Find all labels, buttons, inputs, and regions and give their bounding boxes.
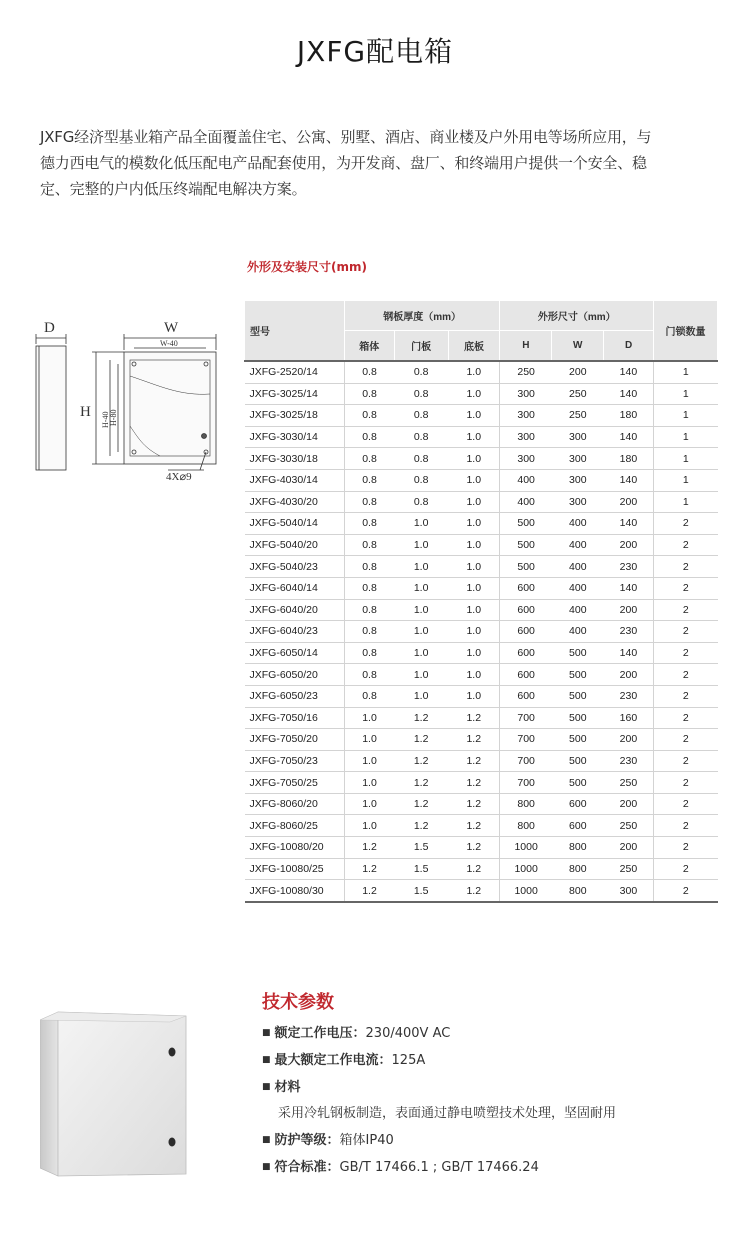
table-cell: 1.2: [448, 880, 500, 902]
header-w: W: [552, 331, 604, 362]
table-cell: 300: [500, 383, 552, 405]
table-cell: JXFG-5040/20: [245, 534, 345, 556]
table-cell: 0.8: [344, 469, 394, 491]
page-title: JXFG配电箱: [296, 35, 454, 68]
bullet-square-icon: ■: [262, 1082, 271, 1092]
table-cell: 2: [654, 642, 718, 664]
table-cell: JXFG-6040/20: [245, 599, 345, 621]
table-cell: 300: [552, 491, 604, 513]
table-cell: JXFG-6040/14: [245, 577, 345, 599]
table-cell: 300: [604, 880, 654, 902]
table-cell: 1.5: [394, 880, 448, 902]
spec-protection: ■ 防护等级：箱体IP40: [262, 1133, 394, 1148]
table-cell: 1.0: [448, 426, 500, 448]
table-cell: 1.0: [344, 815, 394, 837]
table-row: [245, 534, 718, 556]
dimensions-section-title: 外形及安装尺寸(mm): [247, 260, 367, 274]
table-cell: 1.0: [394, 664, 448, 686]
table-cell: JXFG-10080/20: [245, 837, 345, 859]
table-cell: JXFG-3030/14: [245, 426, 345, 448]
table-cell: 1.2: [448, 729, 500, 751]
table-cell: 300: [500, 448, 552, 470]
table-cell: 1.0: [448, 448, 500, 470]
table-cell: 2: [654, 685, 718, 707]
table-row: [245, 729, 718, 751]
table-cell: 400: [500, 491, 552, 513]
label-holes: 4X⌀9: [166, 471, 192, 483]
table-cell: 2: [654, 556, 718, 578]
table-cell: 230: [604, 556, 654, 578]
table-cell: 1.0: [448, 534, 500, 556]
product-image: [40, 1010, 190, 1180]
table-cell: JXFG-10080/25: [245, 858, 345, 880]
table-cell: 0.8: [344, 405, 394, 427]
table-cell: JXFG-5040/14: [245, 513, 345, 535]
table-cell: 0.8: [344, 426, 394, 448]
table-cell: 250: [500, 361, 552, 383]
table-row: [245, 426, 718, 448]
table-cell: 1: [654, 361, 718, 383]
table-cell: 200: [552, 361, 604, 383]
table-cell: 1.2: [448, 815, 500, 837]
table-cell: 200: [604, 664, 654, 686]
table-cell: JXFG-7050/23: [245, 750, 345, 772]
table-cell: JXFG-6050/20: [245, 664, 345, 686]
header-door: 门板: [394, 331, 448, 362]
table-cell: 1.2: [448, 707, 500, 729]
table-cell: JXFG-3025/14: [245, 383, 345, 405]
table-cell: 1.0: [448, 513, 500, 535]
table-cell: 600: [500, 664, 552, 686]
table-cell: 1.2: [448, 858, 500, 880]
table-cell: 1.0: [394, 534, 448, 556]
table-cell: 200: [604, 534, 654, 556]
table-cell: 1.2: [394, 750, 448, 772]
table-cell: 800: [552, 880, 604, 902]
table-cell: 600: [500, 621, 552, 643]
table-cell: 500: [552, 664, 604, 686]
table-cell: 400: [500, 469, 552, 491]
table-cell: 0.8: [344, 685, 394, 707]
table-cell: 1.0: [394, 621, 448, 643]
dimensions-table-body: [245, 361, 718, 902]
table-row: [245, 772, 718, 794]
table-row: [245, 491, 718, 513]
table-cell: JXFG-3030/18: [245, 448, 345, 470]
table-cell: 500: [552, 772, 604, 794]
table-cell: 2: [654, 621, 718, 643]
table-cell: 230: [604, 685, 654, 707]
table-cell: 1.2: [344, 837, 394, 859]
table-cell: 1.0: [448, 556, 500, 578]
table-cell: 2: [654, 577, 718, 599]
table-cell: JXFG-10080/30: [245, 880, 345, 902]
table-cell: 1.0: [448, 577, 500, 599]
table-cell: 1.2: [448, 750, 500, 772]
table-cell: 230: [604, 621, 654, 643]
table-cell: 600: [500, 577, 552, 599]
table-cell: JXFG-4030/20: [245, 491, 345, 513]
table-cell: 0.8: [344, 642, 394, 664]
spec-rated-voltage: ■ 额定工作电压：230/400V AC: [262, 1026, 451, 1041]
table-cell: 1.0: [344, 793, 394, 815]
table-cell: 0.8: [394, 491, 448, 513]
table-cell: 800: [552, 837, 604, 859]
intro-line: 德力西电气的模数化低压配电产品配套使用，为开发商、盘厂、和终端用户提供一个安全、稳: [40, 154, 647, 172]
table-cell: JXFG-8060/25: [245, 815, 345, 837]
table-cell: 500: [552, 707, 604, 729]
table-cell: 600: [500, 599, 552, 621]
table-cell: 400: [552, 577, 604, 599]
table-cell: 0.8: [394, 426, 448, 448]
table-cell: 1.2: [448, 793, 500, 815]
table-row: [245, 448, 718, 470]
intro-line: 定、完整的户内低压终端配电解决方案。: [40, 180, 307, 198]
table-cell: 1.0: [448, 361, 500, 383]
table-cell: 0.8: [344, 361, 394, 383]
table-cell: 250: [604, 815, 654, 837]
table-row: [245, 513, 718, 535]
table-cell: 500: [500, 556, 552, 578]
table-cell: 400: [552, 556, 604, 578]
table-row: [245, 405, 718, 427]
label-h-minus80: H-80: [109, 409, 118, 426]
table-cell: 1.0: [394, 577, 448, 599]
table-cell: 1.0: [344, 772, 394, 794]
door-lock-icon: [169, 1138, 176, 1147]
bullet-square-icon: ■: [262, 1162, 271, 1172]
table-cell: 400: [552, 513, 604, 535]
table-row: [245, 858, 718, 880]
table-cell: 1.2: [394, 707, 448, 729]
table-cell: JXFG-4030/14: [245, 469, 345, 491]
table-cell: JXFG-6050/14: [245, 642, 345, 664]
header-steel-thickness: 钢板厚度（mm）: [344, 301, 500, 331]
table-cell: 180: [604, 448, 654, 470]
table-cell: 2: [654, 858, 718, 880]
table-cell: 200: [604, 793, 654, 815]
table-cell: 0.8: [344, 534, 394, 556]
table-cell: JXFG-5040/23: [245, 556, 345, 578]
table-cell: 0.8: [344, 621, 394, 643]
table-cell: JXFG-6040/23: [245, 621, 345, 643]
table-row: [245, 793, 718, 815]
table-cell: 1: [654, 383, 718, 405]
table-cell: 1.2: [394, 772, 448, 794]
table-cell: 2: [654, 707, 718, 729]
door-lock-icon: [169, 1048, 176, 1057]
table-cell: 500: [552, 642, 604, 664]
table-cell: 1: [654, 426, 718, 448]
table-cell: 200: [604, 599, 654, 621]
bullet-square-icon: ■: [262, 1135, 271, 1145]
table-cell: 200: [604, 491, 654, 513]
table-cell: 0.8: [344, 491, 394, 513]
table-cell: 1.0: [394, 556, 448, 578]
table-cell: JXFG-8060/20: [245, 793, 345, 815]
table-cell: 200: [604, 729, 654, 751]
table-cell: 2: [654, 534, 718, 556]
table-cell: 1: [654, 491, 718, 513]
table-cell: 1.2: [394, 729, 448, 751]
table-cell: 500: [500, 513, 552, 535]
header-model: 型号: [245, 301, 345, 362]
table-cell: 1.0: [344, 707, 394, 729]
table-cell: 800: [500, 815, 552, 837]
table-cell: JXFG-7050/16: [245, 707, 345, 729]
table-cell: 700: [500, 750, 552, 772]
table-cell: 1: [654, 448, 718, 470]
table-cell: 1: [654, 469, 718, 491]
table-cell: 1.0: [448, 383, 500, 405]
table-cell: 1000: [500, 858, 552, 880]
table-cell: 700: [500, 707, 552, 729]
table-cell: 2: [654, 513, 718, 535]
table-row: [245, 815, 718, 837]
table-row: [245, 383, 718, 405]
intro-line: JXFG经济型基业箱产品全面覆盖住宅、公寓、别墅、酒店、商业楼及户外用电等场所应用，与: [40, 128, 652, 146]
table-cell: 500: [552, 729, 604, 751]
label-d: D: [44, 320, 55, 336]
label-w: W: [164, 320, 179, 336]
table-cell: 1.2: [344, 880, 394, 902]
table-cell: 1.2: [344, 858, 394, 880]
dimensions-table: [244, 300, 718, 903]
table-cell: 800: [500, 793, 552, 815]
table-cell: 700: [500, 729, 552, 751]
table-cell: 1000: [500, 837, 552, 859]
table-cell: 500: [552, 750, 604, 772]
table-cell: 140: [604, 642, 654, 664]
table-row: [245, 685, 718, 707]
table-row: [245, 556, 718, 578]
table-cell: 1.5: [394, 858, 448, 880]
table-cell: 140: [604, 426, 654, 448]
spec-max-current: ■ 最大额定工作电流：125A: [262, 1053, 426, 1068]
tech-specs: [262, 988, 616, 1181]
table-cell: 140: [604, 469, 654, 491]
table-row: [245, 707, 718, 729]
table-cell: 2: [654, 729, 718, 751]
table-row: [245, 577, 718, 599]
spec-standards: ■ 符合标准：GB/T 17466.1 ; GB/T 17466.24: [262, 1160, 539, 1175]
table-cell: 140: [604, 577, 654, 599]
table-cell: 300: [552, 469, 604, 491]
table-cell: 0.8: [344, 513, 394, 535]
tech-specs-title: 技术参数: [262, 992, 334, 1013]
table-row: [245, 642, 718, 664]
table-cell: 800: [552, 858, 604, 880]
table-cell: 300: [500, 426, 552, 448]
spec-material: ■ 材料: [262, 1080, 301, 1095]
table-row: [245, 599, 718, 621]
table-cell: 1.2: [448, 837, 500, 859]
table-cell: 0.8: [344, 556, 394, 578]
table-cell: 2: [654, 772, 718, 794]
table-cell: 0.8: [344, 599, 394, 621]
table-cell: 500: [500, 534, 552, 556]
table-row: [245, 664, 718, 686]
table-cell: 0.8: [344, 448, 394, 470]
header-base: 底板: [448, 331, 500, 362]
table-cell: 180: [604, 405, 654, 427]
table-cell: 1.0: [448, 621, 500, 643]
label-w-minus: W-40: [160, 339, 178, 348]
table-cell: 0.8: [394, 405, 448, 427]
table-cell: 600: [552, 815, 604, 837]
table-cell: 600: [552, 793, 604, 815]
table-cell: 400: [552, 599, 604, 621]
table-cell: 1.0: [448, 685, 500, 707]
table-cell: 600: [500, 642, 552, 664]
table-cell: 1.2: [394, 815, 448, 837]
table-cell: 300: [552, 448, 604, 470]
table-cell: 140: [604, 383, 654, 405]
bullet-square-icon: ■: [262, 1028, 271, 1038]
table-cell: 160: [604, 707, 654, 729]
dimension-drawing: [30, 316, 230, 488]
table-cell: 1.2: [448, 772, 500, 794]
table-cell: 1.0: [448, 664, 500, 686]
table-cell: 1.0: [448, 491, 500, 513]
spec-material-description: 采用冷轧钢板制造，表面通过静电喷塑技术处理，坚固耐用: [278, 1106, 617, 1121]
table-cell: 2: [654, 793, 718, 815]
table-row: [245, 469, 718, 491]
table-cell: 500: [552, 685, 604, 707]
table-row: [245, 837, 718, 859]
header-lock-count: 门锁数量: [654, 301, 718, 362]
table-cell: 0.8: [344, 383, 394, 405]
table-cell: 1.0: [394, 685, 448, 707]
table-cell: JXFG-3025/18: [245, 405, 345, 427]
table-cell: 300: [552, 426, 604, 448]
table-cell: 300: [500, 405, 552, 427]
table-cell: 0.8: [394, 361, 448, 383]
table-cell: 0.8: [394, 383, 448, 405]
label-h-minus40: H-40: [101, 411, 110, 428]
table-cell: 1.0: [448, 469, 500, 491]
table-cell: 1.0: [394, 599, 448, 621]
table-cell: 0.8: [344, 664, 394, 686]
table-cell: 1.5: [394, 837, 448, 859]
table-cell: 1.0: [448, 599, 500, 621]
header-h: H: [500, 331, 552, 362]
table-cell: 1: [654, 405, 718, 427]
table-cell: 400: [552, 621, 604, 643]
bullet-square-icon: ■: [262, 1055, 271, 1065]
table-cell: 2: [654, 880, 718, 902]
table-cell: JXFG-6050/23: [245, 685, 345, 707]
table-cell: JXFG-2520/14: [245, 361, 345, 383]
table-cell: 1.0: [344, 729, 394, 751]
table-row: [245, 621, 718, 643]
label-h: H: [80, 404, 91, 420]
table-cell: 400: [552, 534, 604, 556]
table-cell: 230: [604, 750, 654, 772]
table-cell: 2: [654, 599, 718, 621]
table-cell: 600: [500, 685, 552, 707]
table-cell: 1.0: [394, 642, 448, 664]
table-cell: 1.2: [394, 793, 448, 815]
table-cell: 250: [552, 383, 604, 405]
table-cell: 700: [500, 772, 552, 794]
table-cell: 250: [604, 772, 654, 794]
table-cell: 2: [654, 664, 718, 686]
header-box: 箱体: [344, 331, 394, 362]
table-cell: 2: [654, 750, 718, 772]
table-cell: 250: [552, 405, 604, 427]
table-cell: JXFG-7050/20: [245, 729, 345, 751]
table-cell: 1.0: [344, 750, 394, 772]
table-cell: 1000: [500, 880, 552, 902]
table-row: [245, 880, 718, 902]
table-row: [245, 750, 718, 772]
table-cell: 140: [604, 513, 654, 535]
table-cell: 2: [654, 837, 718, 859]
table-cell: 140: [604, 361, 654, 383]
header-outline-size: 外形尺寸（mm）: [500, 301, 654, 331]
intro-paragraph: [40, 124, 730, 202]
table-cell: 250: [604, 858, 654, 880]
table-cell: 1.0: [394, 513, 448, 535]
table-cell: 0.8: [394, 469, 448, 491]
header-d: D: [604, 331, 654, 362]
table-cell: 200: [604, 837, 654, 859]
table-cell: 0.8: [344, 577, 394, 599]
table-cell: 2: [654, 815, 718, 837]
table-cell: 1.0: [448, 642, 500, 664]
table-cell: 0.8: [394, 448, 448, 470]
table-row: [245, 361, 718, 383]
table-cell: 1.0: [448, 405, 500, 427]
table-cell: JXFG-7050/25: [245, 772, 345, 794]
